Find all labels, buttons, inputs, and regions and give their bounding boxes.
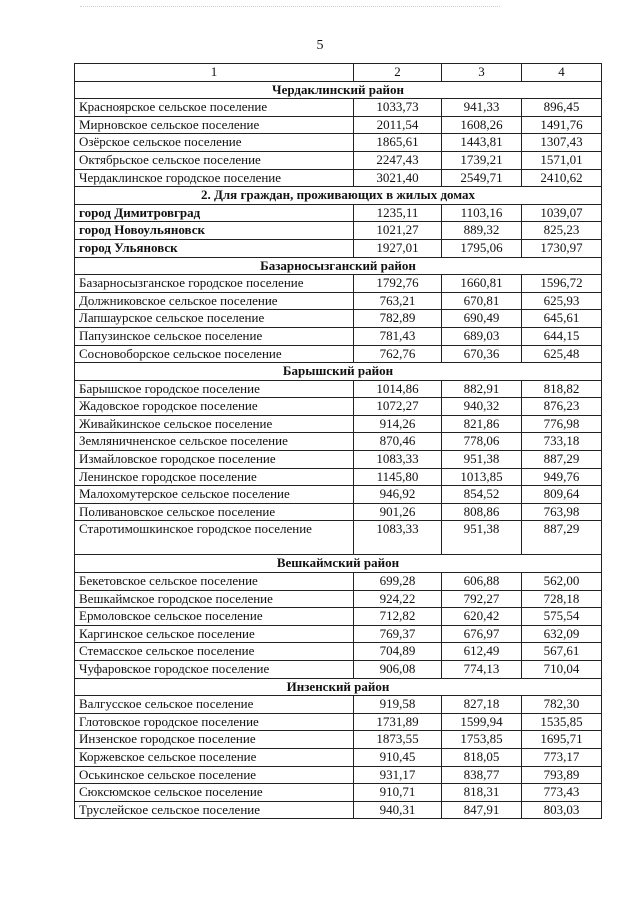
- section-header-row: [75, 257, 602, 275]
- value-cell-col2: 699,28: [354, 573, 442, 591]
- value-cell-col4: 562,00: [522, 573, 602, 591]
- value-cell-col2: 762,76: [354, 345, 442, 363]
- value-cell-col2: 940,31: [354, 801, 442, 819]
- table-row: [75, 784, 602, 802]
- table-row: [75, 696, 602, 714]
- value-cell-col3: 778,06: [442, 433, 522, 451]
- column-header-3: 3: [442, 64, 522, 82]
- settlement-name-cell: Лапшаурское сельское поселение: [75, 310, 354, 328]
- settlement-name-cell: Малохомутерское сельское поселение: [75, 486, 354, 504]
- column-header-1: 1: [75, 64, 354, 82]
- value-cell-col4: 1307,43: [522, 134, 602, 152]
- value-cell-col4: 733,18: [522, 433, 602, 451]
- value-cell-col4: 1535,85: [522, 713, 602, 731]
- value-cell-col2: 906,08: [354, 661, 442, 679]
- settlement-name-cell: Измайловское городское поселение: [75, 451, 354, 469]
- value-cell-col3: 690,49: [442, 310, 522, 328]
- table-row: [75, 608, 602, 626]
- settlement-name-cell: Труслейское сельское поселение: [75, 801, 354, 819]
- section-title: 2. Для граждан, проживающих в жилых домах: [75, 187, 602, 205]
- value-cell-col2: 1072,27: [354, 398, 442, 416]
- value-cell-col2: 910,71: [354, 784, 442, 802]
- settlement-name-cell: Озёрское сельское поселение: [75, 134, 354, 152]
- settlement-name-cell: Чуфаровское городское поселение: [75, 661, 354, 679]
- value-cell-col4: 896,45: [522, 99, 602, 117]
- value-cell-col2: 1014,86: [354, 380, 442, 398]
- value-cell-col4: 803,03: [522, 801, 602, 819]
- section-title: Барышский район: [75, 363, 602, 381]
- value-cell-col3: 1795,06: [442, 239, 522, 257]
- value-cell-col2: 704,89: [354, 643, 442, 661]
- value-cell-col2: 919,58: [354, 696, 442, 714]
- settlement-name-cell: Глотовское городское поселение: [75, 713, 354, 731]
- value-cell-col3: 821,86: [442, 415, 522, 433]
- settlement-name-cell: Сюксюмское сельское поселение: [75, 784, 354, 802]
- value-cell-col2: 763,21: [354, 292, 442, 310]
- settlement-name-cell: город Новоульяновск: [75, 222, 354, 240]
- page-number: 5: [316, 38, 324, 53]
- value-cell-col4: 1596,72: [522, 275, 602, 293]
- value-cell-col2: 1927,01: [354, 239, 442, 257]
- table-row: [75, 521, 602, 555]
- table-row: [75, 590, 602, 608]
- table-row: [75, 134, 602, 152]
- value-cell-col2: 1235,11: [354, 204, 442, 222]
- value-cell-col3: 620,42: [442, 608, 522, 626]
- value-cell-col2: 2011,54: [354, 116, 442, 134]
- settlement-name-cell: Чердаклинское городское поселение: [75, 169, 354, 187]
- value-cell-col3: 818,05: [442, 748, 522, 766]
- value-cell-col3: 951,38: [442, 451, 522, 469]
- scan-artifact-line: [80, 6, 500, 9]
- table-row: [75, 239, 602, 257]
- value-cell-col4: 809,64: [522, 486, 602, 504]
- value-cell-col2: 1033,73: [354, 99, 442, 117]
- settlement-name-cell: город Димитровград: [75, 204, 354, 222]
- value-cell-col3: 1103,16: [442, 204, 522, 222]
- value-cell-col3: 838,77: [442, 766, 522, 784]
- value-cell-col4: 625,93: [522, 292, 602, 310]
- table-row: [75, 433, 602, 451]
- value-cell-col4: 575,54: [522, 608, 602, 626]
- value-cell-col3: 889,32: [442, 222, 522, 240]
- settlement-name-cell: Папузинское сельское поселение: [75, 327, 354, 345]
- value-cell-col2: 931,17: [354, 766, 442, 784]
- section-title: Базарносызганский район: [75, 257, 602, 275]
- value-cell-col3: 818,31: [442, 784, 522, 802]
- settlement-name-cell: Должниковское сельское поселение: [75, 292, 354, 310]
- value-cell-col4: 782,30: [522, 696, 602, 714]
- value-cell-col2: 1083,33: [354, 521, 442, 555]
- settlement-name-cell: Старотимошкинское городское поселение: [75, 521, 354, 555]
- value-cell-col3: 2549,71: [442, 169, 522, 187]
- value-cell-col3: 774,13: [442, 661, 522, 679]
- table-row: [75, 398, 602, 416]
- value-cell-col4: 644,15: [522, 327, 602, 345]
- value-cell-col2: 946,92: [354, 486, 442, 504]
- value-cell-col4: 567,61: [522, 643, 602, 661]
- value-cell-col2: 781,43: [354, 327, 442, 345]
- value-cell-col4: 887,29: [522, 451, 602, 469]
- value-cell-col4: 1730,97: [522, 239, 602, 257]
- value-cell-col4: 818,82: [522, 380, 602, 398]
- value-cell-col3: 689,03: [442, 327, 522, 345]
- table-body: [75, 64, 602, 819]
- table-row: [75, 661, 602, 679]
- section-title: Вешкаймский район: [75, 555, 602, 573]
- value-cell-col4: 632,09: [522, 625, 602, 643]
- table-row: [75, 169, 602, 187]
- settlement-name-cell: Каргинское сельское поселение: [75, 625, 354, 643]
- value-cell-col3: 882,91: [442, 380, 522, 398]
- value-cell-col3: 951,38: [442, 521, 522, 555]
- table-row: [75, 415, 602, 433]
- settlement-name-cell: Сосновоборское сельское поселение: [75, 345, 354, 363]
- value-cell-col4: 1571,01: [522, 151, 602, 169]
- table-row: [75, 99, 602, 117]
- table-row: [75, 748, 602, 766]
- value-cell-col3: 854,52: [442, 486, 522, 504]
- section-header-row: [75, 81, 602, 99]
- column-header-4: 4: [522, 64, 602, 82]
- value-cell-col3: 1599,94: [442, 713, 522, 731]
- value-cell-col3: 1013,85: [442, 468, 522, 486]
- table-row: [75, 643, 602, 661]
- settlement-name-cell: Мирновское сельское поселение: [75, 116, 354, 134]
- value-cell-col3: 827,18: [442, 696, 522, 714]
- value-cell-col2: 782,89: [354, 310, 442, 328]
- settlement-name-cell: Вешкаймское городское поселение: [75, 590, 354, 608]
- table-row: [75, 275, 602, 293]
- table-row: [75, 503, 602, 521]
- header-row: [75, 64, 602, 82]
- value-cell-col4: 949,76: [522, 468, 602, 486]
- value-cell-col3: 940,32: [442, 398, 522, 416]
- value-cell-col2: 910,45: [354, 748, 442, 766]
- value-cell-col4: 793,89: [522, 766, 602, 784]
- table-row: [75, 380, 602, 398]
- settlement-name-cell: Базарносызганское городское поселение: [75, 275, 354, 293]
- value-cell-col2: 901,26: [354, 503, 442, 521]
- value-cell-col4: 773,43: [522, 784, 602, 802]
- value-cell-col3: 670,36: [442, 345, 522, 363]
- table-row: [75, 486, 602, 504]
- settlement-name-cell: Земляничненское сельское поселение: [75, 433, 354, 451]
- value-cell-col4: 763,98: [522, 503, 602, 521]
- value-cell-col4: 625,48: [522, 345, 602, 363]
- settlement-name-cell: Инзенское городское поселение: [75, 731, 354, 749]
- value-cell-col2: 712,82: [354, 608, 442, 626]
- settlement-name-cell: город Ульяновск: [75, 239, 354, 257]
- settlement-name-cell: Ленинское городское поселение: [75, 468, 354, 486]
- value-cell-col2: 914,26: [354, 415, 442, 433]
- section-header-row: [75, 187, 602, 205]
- value-cell-col2: 1021,27: [354, 222, 442, 240]
- value-cell-col2: 1865,61: [354, 134, 442, 152]
- value-cell-col2: 1145,80: [354, 468, 442, 486]
- value-cell-col3: 1739,21: [442, 151, 522, 169]
- table-row: [75, 327, 602, 345]
- table-row: [75, 573, 602, 591]
- section-header-row: [75, 555, 602, 573]
- value-cell-col3: 941,33: [442, 99, 522, 117]
- value-cell-col3: 792,27: [442, 590, 522, 608]
- settlement-name-cell: Валгусское сельское поселение: [75, 696, 354, 714]
- value-cell-col4: 1039,07: [522, 204, 602, 222]
- table-row: [75, 731, 602, 749]
- table-row: [75, 713, 602, 731]
- value-cell-col3: 612,49: [442, 643, 522, 661]
- column-header-2: 2: [354, 64, 442, 82]
- table-row: [75, 766, 602, 784]
- value-cell-col3: 1443,81: [442, 134, 522, 152]
- value-cell-col3: 1753,85: [442, 731, 522, 749]
- value-cell-col2: 3021,40: [354, 169, 442, 187]
- table-row: [75, 345, 602, 363]
- value-cell-col2: 1873,55: [354, 731, 442, 749]
- value-cell-col3: 670,81: [442, 292, 522, 310]
- value-cell-col4: 773,17: [522, 748, 602, 766]
- value-cell-col3: 606,88: [442, 573, 522, 591]
- settlement-name-cell: Оськинское сельское поселение: [75, 766, 354, 784]
- value-cell-col4: 728,18: [522, 590, 602, 608]
- settlement-name-cell: Поливановское сельское поселение: [75, 503, 354, 521]
- value-cell-col2: 769,37: [354, 625, 442, 643]
- value-cell-col2: 2247,43: [354, 151, 442, 169]
- value-cell-col4: 1695,71: [522, 731, 602, 749]
- settlement-name-cell: Живайкинское сельское поселение: [75, 415, 354, 433]
- value-cell-col3: 1608,26: [442, 116, 522, 134]
- value-cell-col2: 924,22: [354, 590, 442, 608]
- table-row: [75, 451, 602, 469]
- section-header-row: [75, 363, 602, 381]
- table-row: [75, 310, 602, 328]
- value-cell-col3: 808,86: [442, 503, 522, 521]
- table-row: [75, 292, 602, 310]
- value-cell-col2: 870,46: [354, 433, 442, 451]
- value-cell-col4: 2410,62: [522, 169, 602, 187]
- table-row: [75, 116, 602, 134]
- value-cell-col4: 710,04: [522, 661, 602, 679]
- value-cell-col3: 847,91: [442, 801, 522, 819]
- tariff-table: [74, 63, 602, 819]
- value-cell-col4: 645,61: [522, 310, 602, 328]
- table-row: [75, 222, 602, 240]
- value-cell-col4: 825,23: [522, 222, 602, 240]
- settlement-name-cell: Бекетовское сельское поселение: [75, 573, 354, 591]
- settlement-name-cell: Жадовское городское поселение: [75, 398, 354, 416]
- value-cell-col2: 1731,89: [354, 713, 442, 731]
- section-title: Инзенский район: [75, 678, 602, 696]
- settlement-name-cell: Коржевское сельское поселение: [75, 748, 354, 766]
- section-header-row: [75, 678, 602, 696]
- value-cell-col2: 1792,76: [354, 275, 442, 293]
- table-row: [75, 204, 602, 222]
- table-row: [75, 468, 602, 486]
- value-cell-col3: 1660,81: [442, 275, 522, 293]
- table-row: [75, 801, 602, 819]
- value-cell-col4: 887,29: [522, 521, 602, 555]
- value-cell-col3: 676,97: [442, 625, 522, 643]
- settlement-name-cell: Барышское городское поселение: [75, 380, 354, 398]
- settlement-name-cell: Ермоловское сельское поселение: [75, 608, 354, 626]
- value-cell-col4: 1491,76: [522, 116, 602, 134]
- value-cell-col2: 1083,33: [354, 451, 442, 469]
- settlement-name-cell: Октябрьское сельское поселение: [75, 151, 354, 169]
- table-row: [75, 625, 602, 643]
- value-cell-col4: 776,98: [522, 415, 602, 433]
- table-row: [75, 151, 602, 169]
- settlement-name-cell: Стемасское сельское поселение: [75, 643, 354, 661]
- section-title: Чердаклинский район: [75, 81, 602, 99]
- value-cell-col4: 876,23: [522, 398, 602, 416]
- settlement-name-cell: Красноярское сельское поселение: [75, 99, 354, 117]
